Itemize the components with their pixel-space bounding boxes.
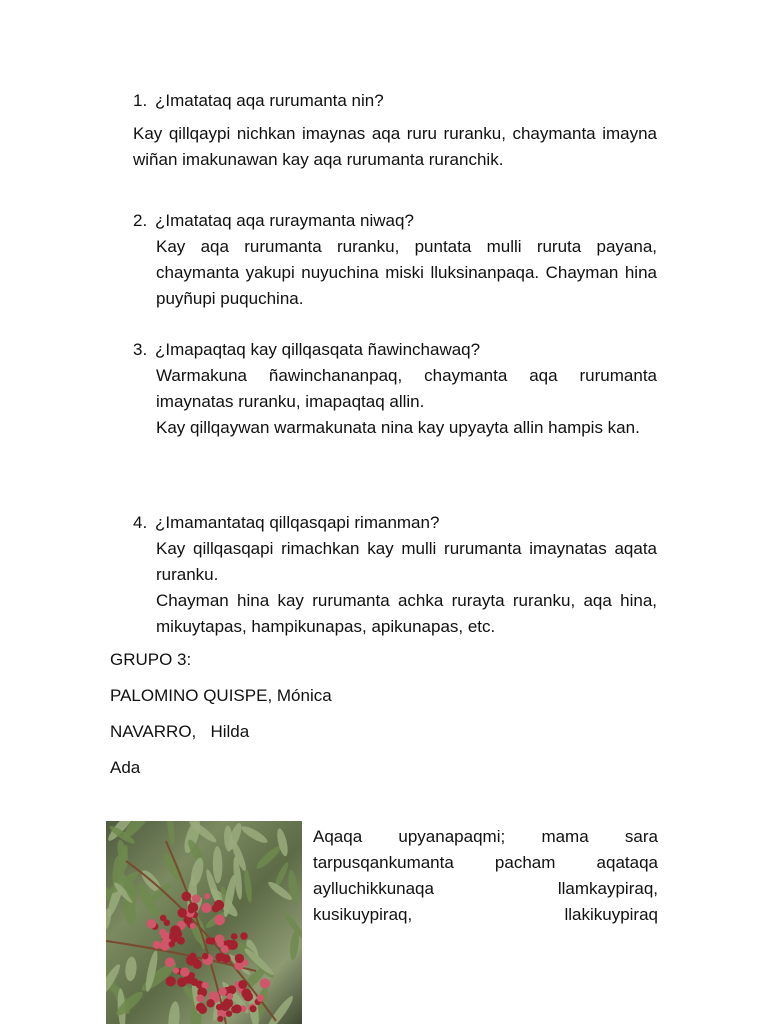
answer-1 xyxy=(133,121,657,173)
leaf xyxy=(213,846,223,883)
berry xyxy=(213,992,219,998)
berry xyxy=(170,925,181,936)
answer-paragraph: Kay qillqasqapi rimachkan kay mulli rurumanta imaynatas aqata ruranku. xyxy=(156,539,657,584)
answer-4 xyxy=(156,536,657,640)
berry xyxy=(238,980,247,989)
berry xyxy=(201,903,211,913)
berry xyxy=(232,1004,241,1013)
berry xyxy=(227,993,234,1000)
leaf xyxy=(243,869,253,903)
berry xyxy=(196,994,204,1002)
question-text: ¿Imatataq aqa ruraymanta niwaq? xyxy=(155,211,414,230)
berry xyxy=(218,988,226,996)
berry xyxy=(189,953,196,960)
question-number: 1. xyxy=(133,91,148,110)
berry xyxy=(206,999,214,1007)
berry xyxy=(215,934,224,943)
berry xyxy=(231,933,238,940)
leaf xyxy=(254,843,283,871)
berry xyxy=(165,957,175,967)
answer-paragraph: Warmakuna ñawinchananpaq, chaymanta aqa rurumanta imaynatas ruranku, imapaqtaq allin. xyxy=(156,366,657,411)
caption-line: tarpusqankumanta pacham aqataqa xyxy=(313,853,658,872)
berry xyxy=(217,1016,223,1022)
berry xyxy=(240,932,248,940)
answer-2 xyxy=(156,234,657,312)
berry xyxy=(260,978,270,988)
berry xyxy=(216,1004,222,1010)
figure-caption xyxy=(313,824,658,928)
caption-line: Aqaqa upyanapaqmi; mama sara xyxy=(313,827,658,846)
group-member: NAVARRO, Hilda xyxy=(110,722,250,741)
berry xyxy=(181,892,191,902)
berry xyxy=(192,894,201,903)
berry xyxy=(257,994,264,1001)
berry xyxy=(204,893,210,899)
berry xyxy=(250,1005,257,1012)
group-title: GRUPO 3: xyxy=(110,650,192,669)
berry xyxy=(206,938,212,944)
answer-paragraph: Kay qillqaypi nichkan imaynas aqa ruru ruranku, chaymanta imayna wiñan imakunawan kay aqa rurumanta ruranchik. xyxy=(133,124,657,169)
group-member: PALOMINO QUISPE, Mónica xyxy=(110,686,332,705)
question-text: ¿Imamantataq qillqasqapi rimanman? xyxy=(155,513,440,532)
leaf xyxy=(167,1001,181,1024)
answer-3 xyxy=(156,363,657,441)
answer-paragraph: Kay qillqaywan warmakunata nina kay upyayta allin hampis kan. xyxy=(156,418,640,437)
berry xyxy=(227,985,236,994)
question-text: ¿Imatataq aqa rurumanta nin? xyxy=(155,91,384,110)
berry xyxy=(169,941,175,947)
leaf xyxy=(124,956,137,981)
berry xyxy=(177,908,187,918)
berry xyxy=(153,941,161,949)
berry xyxy=(173,967,179,973)
berry xyxy=(180,967,189,976)
berry xyxy=(202,953,208,959)
berry xyxy=(166,976,176,986)
question-3 xyxy=(133,337,480,363)
question-2 xyxy=(133,208,414,234)
berry xyxy=(214,900,224,910)
answer-paragraph: Chayman hina kay rurumanta achka rurayta ruranku, aqa hina, mikuytapas, hampikunapas, apikunapas, etc. xyxy=(156,591,657,636)
berry xyxy=(226,1010,232,1016)
question-number: 3. xyxy=(133,340,148,359)
berry xyxy=(160,915,167,922)
berry xyxy=(177,977,187,987)
berry xyxy=(235,954,244,963)
berry xyxy=(223,998,233,1008)
caption-line: kusikuypiraq, llakikuypiraq xyxy=(313,905,658,924)
berry xyxy=(188,907,194,913)
question-number: 4. xyxy=(133,513,148,532)
berry xyxy=(177,937,185,945)
caption-line: aylluchikkunaqa llamkaypiraq, xyxy=(313,879,658,898)
berry xyxy=(214,915,225,926)
berry xyxy=(241,988,251,998)
berry xyxy=(196,1003,205,1012)
question-4 xyxy=(133,510,439,536)
question-1 xyxy=(133,88,384,114)
leaf xyxy=(239,823,269,845)
berry xyxy=(147,919,156,928)
leaf xyxy=(282,911,302,940)
berry xyxy=(190,923,196,929)
leaf xyxy=(264,994,296,1024)
question-text: ¿Imapaqtaq kay qillqasqata ñawinchawaq? xyxy=(155,340,481,359)
berry xyxy=(215,953,224,962)
group-member: Ada xyxy=(110,758,141,777)
berry xyxy=(161,931,170,940)
answer-paragraph: Kay aqa rurumanta ruranku, puntata mulli ruruta payana, chaymanta yakupi nuyuchina miski lluksinanpaqa. Chayman hina puyñupi puquchina. xyxy=(156,237,657,308)
question-number: 2. xyxy=(133,211,148,230)
berries-illustration xyxy=(106,821,302,1024)
mulli-berries-photo xyxy=(106,821,302,1024)
